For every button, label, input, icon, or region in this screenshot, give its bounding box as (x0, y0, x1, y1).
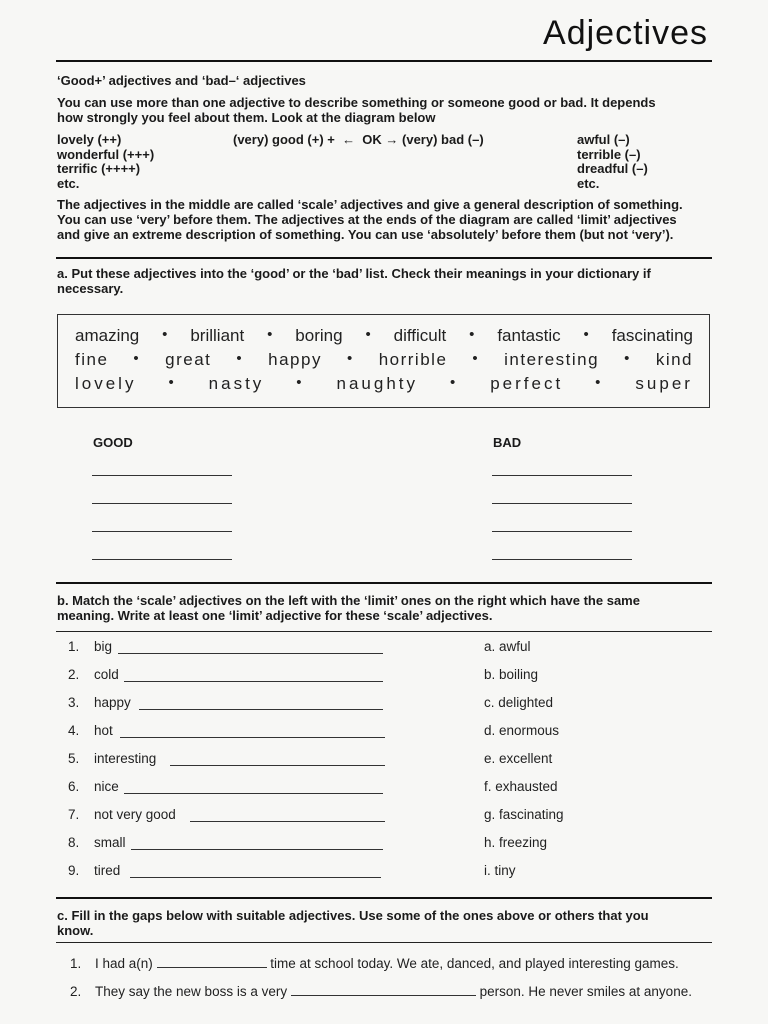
match-answer-line[interactable] (190, 821, 385, 822)
section-b-divider (56, 582, 712, 584)
good-blank-4[interactable] (92, 559, 232, 560)
section-b-instruction-2: meaning. Write at least one ‘limit’ adjective for these ‘scale’ adjectives. (57, 608, 493, 623)
word: lovely (75, 374, 137, 393)
match-answer-line[interactable] (139, 709, 383, 710)
bad-label: BAD (493, 435, 522, 450)
diagram-center: (very) good (+) + ← OK → (very) bad (–) (233, 132, 484, 147)
bullet-separator: • (469, 326, 475, 343)
match-num: 1. (68, 639, 80, 654)
fill-sentence-2 (70, 984, 692, 999)
bullet-separator: • (162, 326, 168, 343)
match-answer-line[interactable] (131, 849, 383, 850)
bad-blank-4[interactable] (492, 559, 632, 560)
fill-gap[interactable] (157, 956, 267, 968)
match-num: 6. (68, 779, 80, 794)
match-row (68, 835, 126, 850)
word: naughty (336, 374, 419, 393)
diagram-right (577, 133, 648, 191)
word: boring (295, 326, 343, 345)
bullet-separator: • (595, 374, 604, 391)
word: happy (268, 350, 322, 369)
word-row-1 (75, 326, 693, 346)
word-row-3 (75, 374, 693, 394)
section-b-instruction-1: b. Match the ‘scale’ adjectives on the left with the ‘limit’ ones on the right which have the same (57, 593, 640, 608)
diagram-left-item: wonderful (+++) (57, 146, 155, 162)
fill-after: person. He never smiles at anyone. (475, 984, 692, 999)
match-num: 2. (68, 667, 80, 682)
match-answer-line[interactable] (120, 737, 385, 738)
section-a-instruction-2: necessary. (57, 281, 124, 296)
bullet-separator: • (624, 350, 631, 367)
section-c-underline (56, 942, 712, 943)
good-blank-2[interactable] (92, 503, 232, 504)
intro-line-2: how strongly you feel about them. Look at the diagram below (57, 110, 436, 125)
word: fantastic (497, 326, 561, 345)
page-title: Adjectives (543, 14, 708, 52)
limit-option: i. tiny (484, 863, 516, 878)
bad-blank-1[interactable] (492, 475, 632, 476)
match-word: not very good (94, 807, 176, 822)
fill-sentence-1 (70, 956, 679, 971)
limit-option: g. fascinating (484, 807, 564, 822)
explain-line-1: The adjectives in the middle are called ‘scale’ adjectives and give a general description of something. (57, 197, 683, 212)
bullet-separator: • (472, 350, 480, 367)
match-num: 5. (68, 751, 80, 766)
limit-option: a. awful (484, 639, 531, 654)
bullet-separator: • (346, 350, 354, 367)
explain-line-3: and give an extreme description of something. You can use ‘absolutely’ before them (but not ‘very’). (57, 227, 674, 242)
match-row (68, 667, 119, 682)
match-num: 4. (68, 723, 80, 738)
fill-gap[interactable] (291, 984, 476, 996)
section-a-instruction-1: a. Put these adjectives into the ‘good’ or the ‘bad’ list. Check their meanings in your dictionary if (57, 266, 651, 281)
bad-blank-2[interactable] (492, 503, 632, 504)
word-box (57, 314, 710, 408)
word: kind (655, 350, 693, 369)
bullet-separator: • (168, 374, 177, 391)
match-row (68, 807, 176, 822)
match-word: cold (94, 667, 119, 682)
word: nasty (208, 374, 265, 393)
bad-blank-3[interactable] (492, 531, 632, 532)
word: difficult (393, 326, 447, 345)
match-num: 7. (68, 807, 80, 822)
fill-before: I had a(n) (95, 956, 157, 971)
match-row (68, 779, 119, 794)
word: amazing (75, 326, 140, 345)
section-c-instruction-1: c. Fill in the gaps below with suitable adjectives. Use some of the ones above or others that you (57, 908, 649, 923)
match-word: small (94, 835, 126, 850)
word: interesting (504, 350, 600, 369)
bullet-separator: • (365, 326, 371, 343)
limit-option: h. freezing (484, 835, 548, 850)
match-row (68, 863, 120, 878)
bullet-separator: • (449, 374, 459, 391)
limit-option: c. delighted (484, 695, 554, 710)
word: perfect (490, 374, 564, 393)
explain-line-2: You can use ‘very’ before them. The adjectives at the ends of the diagram are called ‘limit’ adjectives (57, 212, 677, 227)
intro-heading: ‘Good+’ adjectives and ‘bad–‘ adjectives (57, 73, 306, 88)
good-blank-3[interactable] (92, 531, 232, 532)
diagram-right-item: terrible (–) (577, 146, 641, 162)
fill-after: time at school today. We ate, danced, and played interesting games. (266, 956, 679, 971)
intro-line-1: You can use more than one adjective to describe something or someone good or bad. It depends (57, 95, 656, 110)
word: fine (75, 350, 109, 369)
match-num: 3. (68, 695, 80, 710)
word: brilliant (190, 326, 245, 345)
word: great (165, 350, 212, 369)
match-answer-line[interactable] (118, 653, 383, 654)
match-word: interesting (94, 751, 157, 766)
good-label: GOOD (93, 435, 133, 450)
match-word: nice (94, 779, 119, 794)
fill-num: 2. (70, 984, 82, 999)
match-answer-line[interactable] (130, 877, 381, 878)
word: horrible (378, 350, 448, 369)
fill-num: 1. (70, 956, 82, 971)
section-c-instruction-2: know. (57, 923, 94, 938)
bullet-separator: • (236, 350, 244, 367)
match-row (68, 639, 112, 654)
limit-option: e. excellent (484, 751, 553, 766)
match-answer-line[interactable] (124, 793, 383, 794)
bullet-separator: • (133, 350, 141, 367)
title-divider (56, 60, 712, 62)
bullet-separator: • (296, 374, 305, 391)
fill-before: They say the new boss is a very (95, 984, 291, 999)
match-row (68, 723, 113, 738)
limit-option: f. exhausted (484, 779, 558, 794)
match-word: happy (94, 695, 131, 710)
diagram-left (57, 133, 154, 191)
word: fascinating (611, 326, 693, 345)
match-num: 8. (68, 835, 80, 850)
limit-option: d. enormous (484, 723, 560, 738)
diagram-right-item: etc. (577, 175, 600, 191)
match-row (68, 751, 156, 766)
limit-option: b. boiling (484, 667, 539, 682)
word: super (635, 374, 693, 393)
match-word: big (94, 639, 113, 654)
match-word: hot (94, 723, 113, 738)
match-num: 9. (68, 863, 80, 878)
match-word: tired (94, 863, 121, 878)
section-c-divider (56, 897, 712, 899)
section-a-divider (56, 257, 712, 259)
section-b-underline (56, 631, 712, 632)
bullet-separator: • (583, 326, 589, 343)
bullet-separator: • (267, 326, 273, 343)
word-row-2 (75, 350, 693, 370)
match-answer-line[interactable] (170, 765, 385, 766)
diagram-left-item: etc. (57, 175, 80, 191)
match-answer-line[interactable] (124, 681, 383, 682)
match-row (68, 695, 131, 710)
diagram-left-item: lovely (++) (57, 132, 122, 147)
diagram-right-item: awful (–) (577, 132, 630, 147)
good-blank-1[interactable] (92, 475, 232, 476)
diagram-right-item: dreadful (–) (577, 161, 648, 176)
diagram-left-item: terrific (++++) (57, 161, 141, 176)
